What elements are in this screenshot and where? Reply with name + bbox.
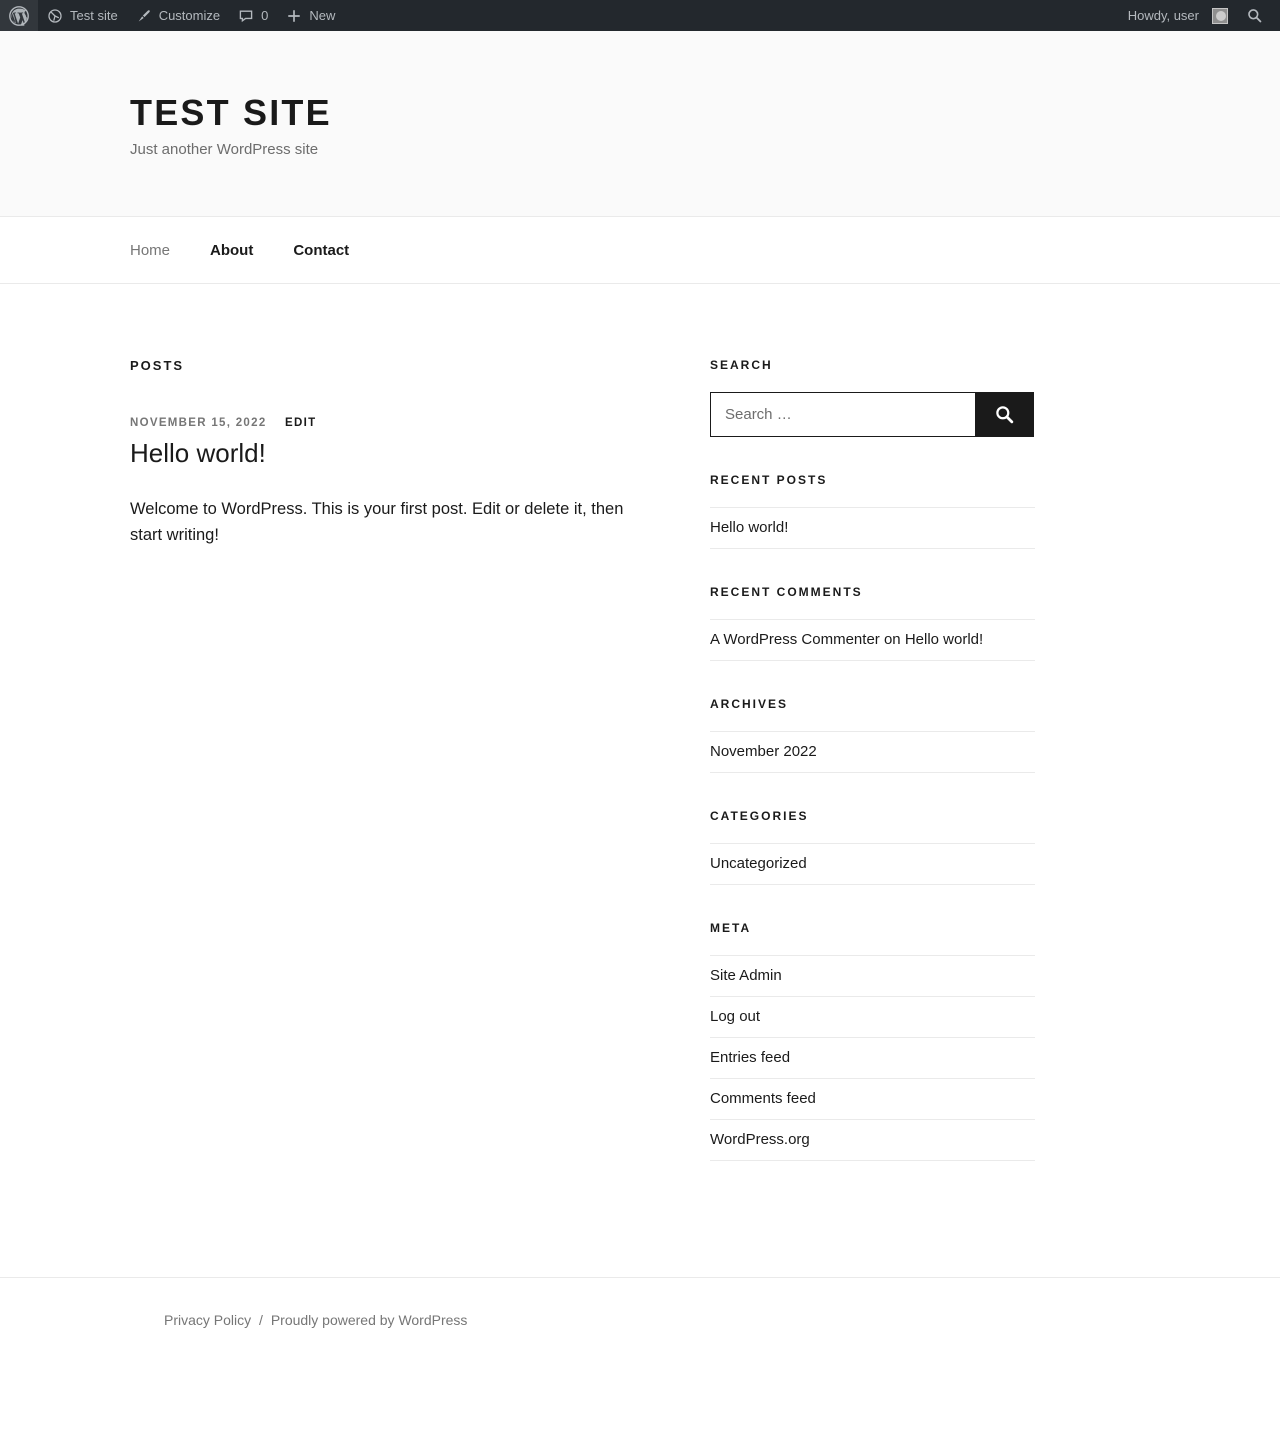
adminbar-new-content[interactable] bbox=[277, 0, 344, 31]
list-item bbox=[710, 1038, 1035, 1079]
archive-link-november-2022[interactable]: November 2022 bbox=[710, 743, 817, 761]
main-content bbox=[130, 358, 710, 549]
list-item bbox=[710, 843, 1035, 885]
adminbar-wp-logo[interactable] bbox=[0, 0, 38, 31]
adminbar-right-group bbox=[1119, 0, 1272, 31]
list-item bbox=[710, 955, 1035, 997]
search-input[interactable] bbox=[711, 393, 975, 436]
meta-link-entries-feed[interactable]: Entries feed bbox=[710, 1049, 791, 1067]
adminbar-search-toggle[interactable] bbox=[1237, 0, 1272, 31]
post-meta bbox=[130, 417, 710, 429]
adminbar-comments[interactable] bbox=[229, 0, 277, 31]
list-item bbox=[710, 619, 1035, 661]
nav-item-contact[interactable]: Contact bbox=[293, 241, 350, 259]
recent-posts-list bbox=[710, 507, 1035, 549]
nav-item-about[interactable]: About bbox=[210, 241, 254, 259]
widget-archives-title: ARCHIVES bbox=[710, 697, 789, 712]
archives-list bbox=[710, 731, 1035, 773]
page-title[interactable]: TEST SITE bbox=[130, 92, 332, 133]
wordpress-logo-icon bbox=[9, 6, 29, 26]
widget-categories bbox=[710, 809, 1035, 885]
widget-search-title: SEARCH bbox=[710, 358, 773, 373]
primary-navigation bbox=[0, 217, 1280, 284]
site-footer bbox=[0, 1277, 1280, 1368]
adminbar-new-label: New bbox=[309, 8, 336, 23]
nav-item-home[interactable]: Home bbox=[130, 241, 171, 259]
content-area bbox=[90, 284, 1190, 1277]
category-link-uncategorized[interactable]: Uncategorized bbox=[710, 855, 807, 873]
recent-post-link[interactable]: Hello world! bbox=[710, 519, 789, 537]
footer-separator: / bbox=[259, 1312, 263, 1329]
post-article bbox=[130, 417, 710, 549]
posts-heading: POSTS bbox=[130, 358, 185, 374]
post-title[interactable]: Hello world! bbox=[130, 438, 266, 469]
search-icon bbox=[1246, 7, 1263, 24]
plus-icon bbox=[286, 8, 302, 24]
search-icon bbox=[994, 404, 1015, 425]
search-submit-button[interactable] bbox=[975, 393, 1033, 436]
widget-archives bbox=[710, 697, 1035, 773]
privacy-policy-link[interactable]: Privacy Policy bbox=[164, 1312, 252, 1329]
dashboard-icon bbox=[47, 8, 63, 24]
comment-connector: on bbox=[883, 631, 901, 649]
meta-list bbox=[710, 955, 1035, 1161]
post-edit-link[interactable]: EDIT bbox=[285, 417, 317, 430]
paintbrush-icon bbox=[136, 8, 152, 24]
adminbar-comments-count: 0 bbox=[261, 8, 269, 23]
widget-recent-posts-title: RECENT POSTS bbox=[710, 473, 828, 488]
site-header bbox=[0, 31, 1280, 217]
footer-credits bbox=[130, 1312, 1150, 1328]
meta-link-comments-feed[interactable]: Comments feed bbox=[710, 1090, 816, 1108]
post-excerpt: Welcome to WordPress. This is your first post. Edit or delete it, then start writing! bbox=[130, 499, 624, 545]
post-content bbox=[130, 496, 710, 549]
comment-post-link[interactable]: Hello world! bbox=[904, 631, 984, 649]
comment-author: A WordPress Commenter bbox=[710, 631, 880, 649]
list-item bbox=[710, 997, 1035, 1038]
wp-admin-bar bbox=[0, 0, 1280, 31]
widget-meta bbox=[710, 921, 1035, 1161]
adminbar-site-name[interactable] bbox=[38, 0, 127, 31]
adminbar-customize[interactable] bbox=[127, 0, 229, 31]
widget-search bbox=[710, 358, 1035, 437]
comment-bubble-icon bbox=[238, 8, 254, 24]
widget-recent-comments-title: RECENT COMMENTS bbox=[710, 585, 863, 600]
post-date-link[interactable]: NOVEMBER 15, 2022 bbox=[130, 417, 267, 430]
widget-recent-comments bbox=[710, 585, 1035, 661]
widget-meta-title: META bbox=[710, 921, 752, 936]
meta-link-log-out[interactable]: Log out bbox=[710, 1008, 761, 1026]
list-item bbox=[710, 507, 1035, 549]
adminbar-site-name-label: Test site bbox=[70, 8, 118, 23]
list-item bbox=[710, 1120, 1035, 1161]
adminbar-customize-label: Customize bbox=[158, 8, 221, 23]
adminbar-howdy-label: Howdy, user bbox=[1127, 8, 1199, 23]
user-avatar bbox=[1212, 8, 1228, 24]
search-form bbox=[710, 392, 1034, 437]
site-description: Just another WordPress site bbox=[130, 141, 319, 159]
list-item bbox=[710, 1079, 1035, 1120]
widget-recent-posts bbox=[710, 473, 1035, 549]
categories-list bbox=[710, 843, 1035, 885]
sidebar bbox=[710, 358, 1035, 1197]
recent-comments-list bbox=[710, 619, 1035, 661]
meta-link-wordpress-org[interactable]: WordPress.org bbox=[710, 1131, 810, 1149]
widget-categories-title: CATEGORIES bbox=[710, 809, 809, 824]
adminbar-my-account[interactable] bbox=[1119, 0, 1237, 31]
meta-link-site-admin[interactable]: Site Admin bbox=[710, 967, 782, 985]
wordpress-credit-link[interactable]: Proudly powered by WordPress bbox=[270, 1312, 468, 1329]
list-item bbox=[710, 731, 1035, 773]
